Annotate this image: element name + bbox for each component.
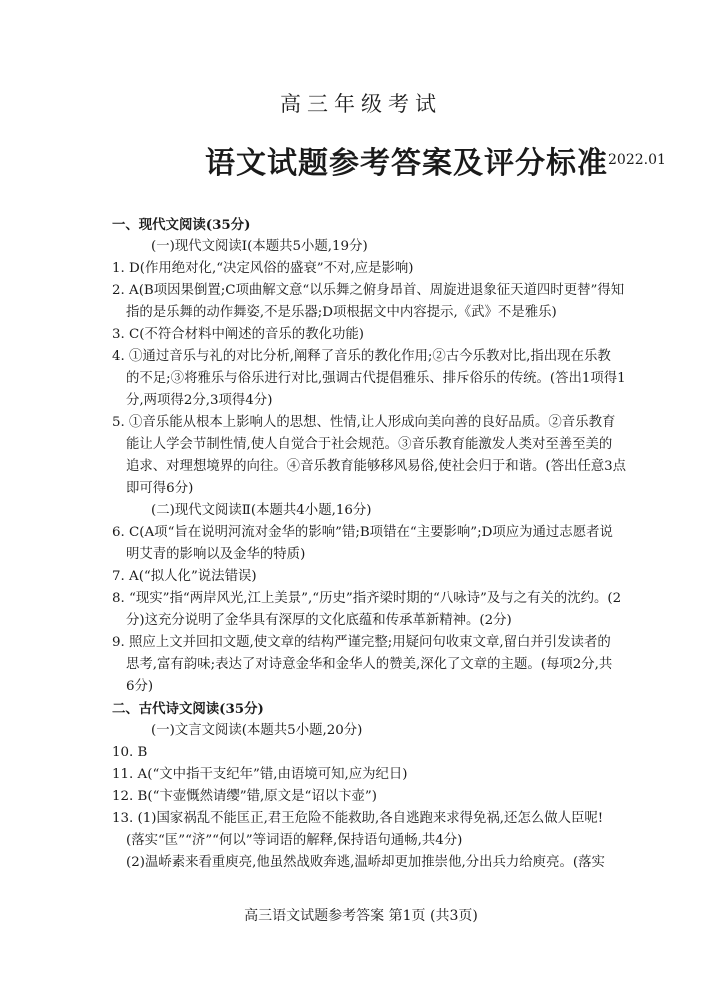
answer-line: 3. C(不符合材料中阐述的音乐的教化功能) [112, 327, 364, 342]
answer-line: 分,两项得2分,3项得4分) [126, 393, 273, 408]
answer-line: 6. C(A项“旨在说明河流对金华的影响”错;B项错在“主要影响”;D项应为通过志愿者说 [112, 525, 613, 540]
exam-date: 2022.01 [608, 152, 666, 168]
answer-line: (落实“匡”“济”“何以”等词语的解释,保持语句通畅,共4分) [126, 833, 463, 848]
answer-line: 即可得6分) [126, 481, 194, 496]
answer-line: (一)文言文阅读(本题共5小题,20分) [151, 723, 363, 738]
answer-line: 4. ①通过音乐与礼的对比分析,阐释了音乐的教化作用;②古今乐教对比,指出现在乐教 [112, 349, 611, 364]
answer-line: 12. B(“卞壶慨然请缨”错,原文是“诏以卞壶”) [112, 789, 377, 804]
answer-line: 能让人学会节制性情,使人自觉合于社会规范。③音乐教育能激发人类对至善至美的 [126, 437, 613, 452]
answer-line: 1. D(作用绝对化,“决定风俗的盛衰”不对,应是影响) [112, 261, 414, 276]
answer-key-body [112, 214, 660, 874]
answer-line: 9. 照应上文并回扣文题,使文章的结构严谨完整;用疑问句收束文章,留白并引发读者的 [112, 635, 611, 650]
section-heading: 二、古代诗文阅读(35分) [112, 701, 264, 717]
answer-line: 13. (1)国家祸乱不能匡正,君王危险不能救助,各自逃跑来求得免祸,还怎么做人臣呢! [112, 811, 604, 826]
page-title: 语文试题参考答案及评分标准 [205, 146, 608, 181]
answer-line: 明艾青的影响以及金华的特质) [126, 547, 306, 562]
answer-line: 6分) [126, 679, 154, 694]
answer-line: (二)现代文阅读Ⅱ(本题共4小题,16分) [151, 503, 372, 518]
answer-line: 7. A(“拟人化”说法错误) [112, 569, 257, 584]
answer-line: 分)这充分说明了金华具有深厚的文化底蕴和传承革新精神。(2分) [126, 613, 512, 628]
section-heading: 一、现代文阅读(35分) [112, 217, 251, 233]
answer-line: 8. “现实”指“两岸风光,江上美景”,“历史”指齐梁时期的“八咏诗”及与之有关的沈约。(2 [112, 591, 622, 606]
page-footer: 高三语文试题参考答案 第1页 (共3页) [244, 908, 478, 924]
answer-line: 2. A(B项因果倒置;C项曲解文意“以乐舞之俯身昂首、周旋进退象征天道四时更替”得知 [112, 283, 625, 298]
answer-line: 11. A(“文中指干支纪年”错,由语境可知,应为纪日) [112, 767, 408, 782]
answer-line: (一)现代文阅读Ⅰ(本题共5小题,19分) [151, 239, 368, 254]
exam-subtitle: 高三年级考试 [280, 92, 442, 116]
answer-line: 追求、对理想境界的向往。④音乐教育能够移风易俗,使社会归于和谐。(答出任意3点 [126, 459, 627, 474]
answer-line: (2)温峤素来看重庾亮,他虽然战败奔逃,温峤却更加推崇他,分出兵力给庾亮。(落实 [126, 855, 605, 870]
answer-line: 5. ①音乐能从根本上影响人的思想、性情,让人形成向美向善的良好品质。②音乐教育 [112, 415, 616, 430]
answer-line: 的不足;③将雅乐与俗乐进行对比,强调古代提倡雅乐、排斥俗乐的传统。(答出1项得1 [126, 371, 626, 386]
answer-line: 10. B [112, 745, 148, 760]
answer-line: 指的是乐舞的动作舞姿,不是乐器;D项根据文中内容提示,《武》不是雅乐) [126, 305, 557, 320]
answer-line: 思考,富有韵味;表达了对诗意金华和金华人的赞美,深化了文章的主题。(每项2分,共 [126, 657, 613, 672]
